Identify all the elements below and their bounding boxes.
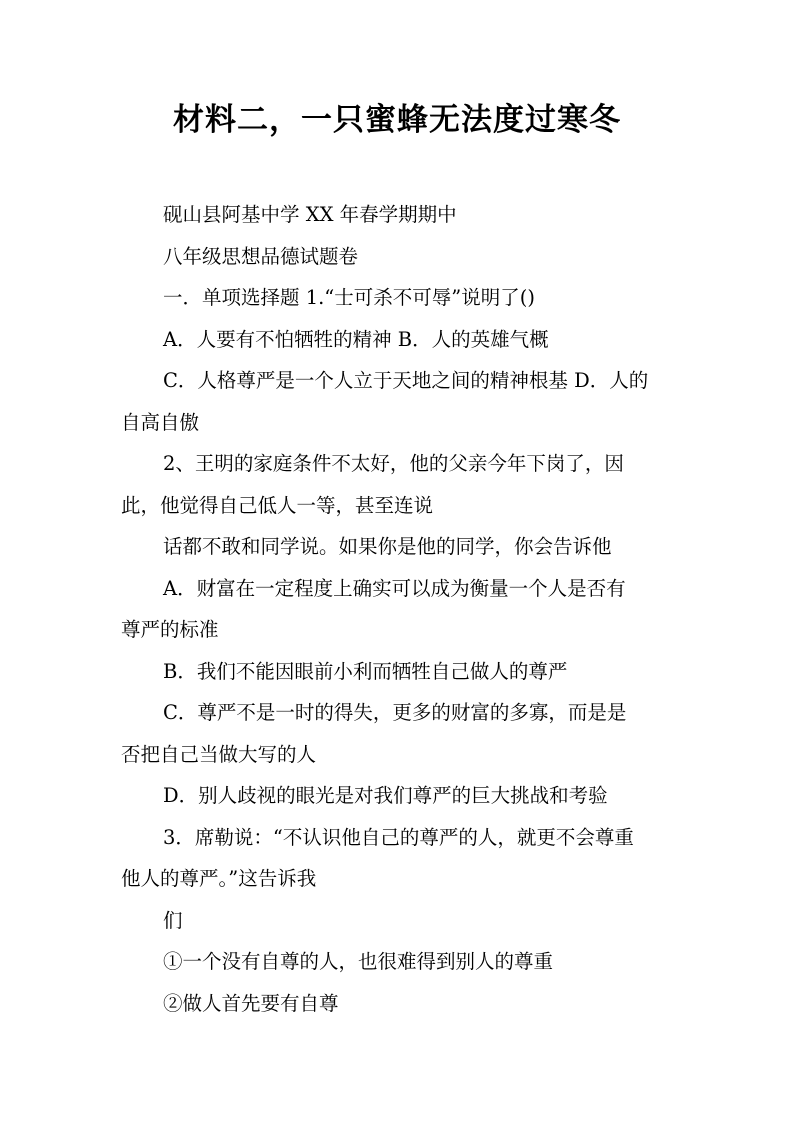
question-2-stem-continued: 此，他觉得自己低人一等，甚至连说 [121, 493, 434, 517]
question-2-option-c: C．尊严不是一时的得失，更多的财富的多寡，而是是 [163, 701, 627, 724]
question-1-options-ab: A．人要有不怕牺牲的精神 B．人的英雄气概 [163, 327, 549, 351]
question-2-option-d: D．别人歧视的眼光是对我们尊严的巨大挑战和考验 [163, 784, 608, 807]
question-2-option-a-continued: 尊严的标准 [121, 618, 219, 641]
question-3-stem-continued: 他人的尊严。”这告诉我 [121, 867, 317, 890]
question-2-stem: 2、王明的家庭条件不太好，他的父亲今年下岗了，因 [163, 452, 624, 475]
question-3-statement-1: ①一个没有自尊的人，也很难得到别人的尊重 [163, 950, 554, 973]
question-3-stem: 3．席勒说：“不认识他自己的尊严的人，就更不会尊重 [163, 825, 634, 849]
document-title: 材料二，一只蜜蜂无法度过寒冬 [173, 102, 621, 138]
question-1-stem: 一．单项选择题 1.“士可杀不可辱”说明了() [163, 286, 535, 309]
question-2-option-a: A．财富在一定程度上确实可以成为衡量一个人是否有 [163, 576, 626, 600]
question-2-stem-end: 话都不敢和同学说。如果你是他的同学，你会告诉他 [163, 535, 612, 558]
school-exam-line: 砚山县阿基中学 XX 年春学期期中 [163, 203, 457, 226]
question-1-option-d-continued: 自高自傲 [121, 410, 200, 434]
exam-subject-line: 八年级思想品德试题卷 [163, 244, 359, 268]
question-1-options-cd: C．人格尊严是一个人立于天地之间的精神根基 D．人的 [163, 369, 649, 392]
question-2-option-b: B．我们不能因眼前小利而牺牲自己做人的尊严 [163, 659, 568, 683]
document-body [121, 194, 676, 1024]
question-3-stem-end: 们 [163, 908, 183, 932]
question-3-statement-2: ②做人首先要有自尊 [163, 991, 339, 1015]
question-2-option-c-continued: 否把自己当做大写的人 [121, 742, 317, 766]
